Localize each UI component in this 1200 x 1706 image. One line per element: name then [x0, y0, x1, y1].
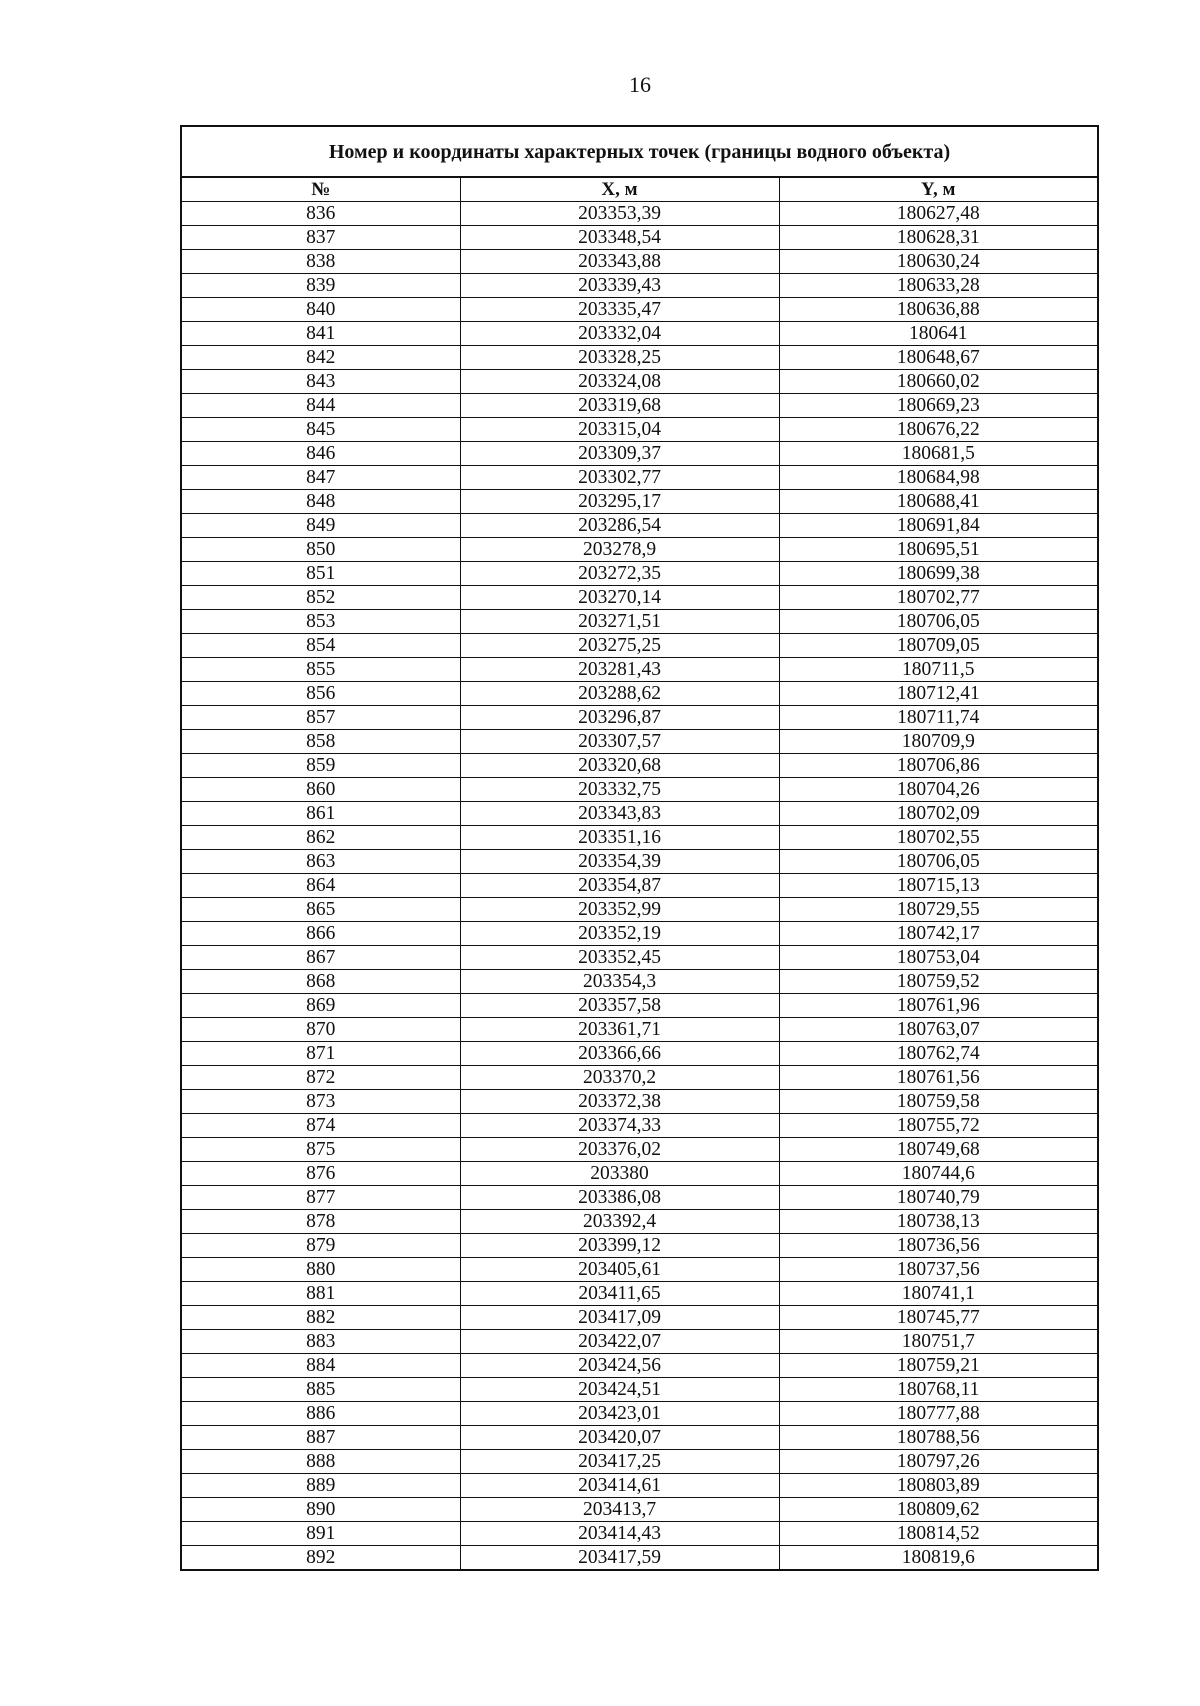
cell-y: 180737,56: [779, 1258, 1097, 1282]
cell-y: 180702,09: [779, 802, 1097, 826]
table-row: [182, 946, 1097, 970]
cell-y: 180706,05: [779, 610, 1097, 634]
cell-number: 862: [182, 826, 460, 850]
table-row: [182, 1474, 1097, 1498]
cell-y: 180740,79: [779, 1186, 1097, 1210]
cell-number: 836: [182, 202, 460, 226]
cell-x: 203380: [460, 1162, 779, 1186]
table-row: [182, 226, 1097, 250]
cell-number: 857: [182, 706, 460, 730]
table-row: [182, 754, 1097, 778]
cell-x: 203343,88: [460, 250, 779, 274]
table-row: [182, 970, 1097, 994]
cell-y: 180761,96: [779, 994, 1097, 1018]
cell-y: 180753,04: [779, 946, 1097, 970]
table-row: [182, 1426, 1097, 1450]
table-row: [182, 682, 1097, 706]
cell-number: 853: [182, 610, 460, 634]
table-row: [182, 1162, 1097, 1186]
coordinates-table: [182, 178, 1097, 1569]
cell-number: 871: [182, 1042, 460, 1066]
cell-number: 859: [182, 754, 460, 778]
table-row: [182, 1186, 1097, 1210]
cell-x: 203422,07: [460, 1330, 779, 1354]
cell-number: 849: [182, 514, 460, 538]
cell-x: 203413,7: [460, 1498, 779, 1522]
table-row: [182, 562, 1097, 586]
cell-number: 843: [182, 370, 460, 394]
table-row: [182, 826, 1097, 850]
cell-y: 180729,55: [779, 898, 1097, 922]
cell-x: 203351,16: [460, 826, 779, 850]
cell-y: 180759,58: [779, 1090, 1097, 1114]
cell-x: 203417,09: [460, 1306, 779, 1330]
cell-x: 203414,43: [460, 1522, 779, 1546]
table-row: [182, 706, 1097, 730]
table-row: [182, 1018, 1097, 1042]
cell-x: 203376,02: [460, 1138, 779, 1162]
cell-number: 848: [182, 490, 460, 514]
cell-x: 203353,39: [460, 202, 779, 226]
cell-number: 876: [182, 1162, 460, 1186]
cell-x: 203357,58: [460, 994, 779, 1018]
table-row: [182, 250, 1097, 274]
table-row: [182, 1498, 1097, 1522]
table-row: [182, 658, 1097, 682]
cell-y: 180628,31: [779, 226, 1097, 250]
table-row: [182, 778, 1097, 802]
cell-y: 180648,67: [779, 346, 1097, 370]
table-row: [182, 1066, 1097, 1090]
cell-y: 180809,62: [779, 1498, 1097, 1522]
cell-y: 180704,26: [779, 778, 1097, 802]
table-row: [182, 1306, 1097, 1330]
cell-y: 180759,21: [779, 1354, 1097, 1378]
cell-y: 180788,56: [779, 1426, 1097, 1450]
cell-y: 180709,05: [779, 634, 1097, 658]
table-row: [182, 730, 1097, 754]
cell-x: 203275,25: [460, 634, 779, 658]
cell-y: 180712,41: [779, 682, 1097, 706]
table-header-row: [182, 178, 1097, 202]
cell-number: 890: [182, 1498, 460, 1522]
table-row: [182, 586, 1097, 610]
cell-number: 858: [182, 730, 460, 754]
cell-number: 838: [182, 250, 460, 274]
cell-number: 842: [182, 346, 460, 370]
cell-x: 203354,39: [460, 850, 779, 874]
cell-number: 873: [182, 1090, 460, 1114]
cell-number: 866: [182, 922, 460, 946]
table-row: [182, 370, 1097, 394]
cell-x: 203423,01: [460, 1402, 779, 1426]
cell-x: 203332,75: [460, 778, 779, 802]
cell-y: 180819,6: [779, 1546, 1097, 1570]
cell-x: 203372,38: [460, 1090, 779, 1114]
cell-y: 180691,84: [779, 514, 1097, 538]
cell-y: 180738,13: [779, 1210, 1097, 1234]
cell-y: 180706,05: [779, 850, 1097, 874]
table-row: [182, 994, 1097, 1018]
table-row: [182, 1258, 1097, 1282]
table-row: [182, 1450, 1097, 1474]
cell-number: 887: [182, 1426, 460, 1450]
cell-number: 841: [182, 322, 460, 346]
table-title: Номер и координаты характерных точек (границы водного объекта): [182, 127, 1097, 178]
cell-number: 889: [182, 1474, 460, 1498]
cell-number: 881: [182, 1282, 460, 1306]
cell-number: 860: [182, 778, 460, 802]
cell-number: 886: [182, 1402, 460, 1426]
cell-x: 203399,12: [460, 1234, 779, 1258]
cell-x: 203414,61: [460, 1474, 779, 1498]
cell-x: 203405,61: [460, 1258, 779, 1282]
cell-number: 864: [182, 874, 460, 898]
cell-number: 861: [182, 802, 460, 826]
cell-y: 180699,38: [779, 562, 1097, 586]
cell-x: 203370,2: [460, 1066, 779, 1090]
cell-number: 879: [182, 1234, 460, 1258]
table-row: [182, 922, 1097, 946]
cell-number: 846: [182, 442, 460, 466]
cell-y: 180797,26: [779, 1450, 1097, 1474]
cell-number: 840: [182, 298, 460, 322]
cell-x: 203417,25: [460, 1450, 779, 1474]
table-row: [182, 274, 1097, 298]
cell-y: 180676,22: [779, 418, 1097, 442]
cell-x: 203278,9: [460, 538, 779, 562]
table-row: [182, 418, 1097, 442]
cell-y: 180761,56: [779, 1066, 1097, 1090]
cell-x: 203320,68: [460, 754, 779, 778]
cell-number: 888: [182, 1450, 460, 1474]
cell-number: 892: [182, 1546, 460, 1570]
cell-x: 203288,62: [460, 682, 779, 706]
table-row: [182, 874, 1097, 898]
cell-y: 180627,48: [779, 202, 1097, 226]
cell-x: 203343,83: [460, 802, 779, 826]
cell-y: 180755,72: [779, 1114, 1097, 1138]
cell-number: 880: [182, 1258, 460, 1282]
cell-x: 203424,51: [460, 1378, 779, 1402]
table-row: [182, 394, 1097, 418]
cell-x: 203286,54: [460, 514, 779, 538]
cell-number: 882: [182, 1306, 460, 1330]
cell-number: 847: [182, 466, 460, 490]
cell-y: 180762,74: [779, 1042, 1097, 1066]
cell-x: 203366,66: [460, 1042, 779, 1066]
cell-x: 203352,99: [460, 898, 779, 922]
table-row: [182, 850, 1097, 874]
cell-x: 203307,57: [460, 730, 779, 754]
cell-y: 180711,74: [779, 706, 1097, 730]
cell-y: 180763,07: [779, 1018, 1097, 1042]
table-row: [182, 538, 1097, 562]
cell-x: 203424,56: [460, 1354, 779, 1378]
cell-x: 203324,08: [460, 370, 779, 394]
header-y: Y, м: [779, 178, 1097, 202]
cell-number: 874: [182, 1114, 460, 1138]
cell-x: 203272,35: [460, 562, 779, 586]
table-row: [182, 1378, 1097, 1402]
cell-y: 180706,86: [779, 754, 1097, 778]
cell-x: 203281,43: [460, 658, 779, 682]
table-row: [182, 1114, 1097, 1138]
cell-number: 844: [182, 394, 460, 418]
cell-y: 180742,17: [779, 922, 1097, 946]
header-number: №: [182, 178, 460, 202]
cell-number: 883: [182, 1330, 460, 1354]
header-x: X, м: [460, 178, 779, 202]
cell-number: 867: [182, 946, 460, 970]
cell-x: 203295,17: [460, 490, 779, 514]
cell-y: 180633,28: [779, 274, 1097, 298]
cell-number: 863: [182, 850, 460, 874]
cell-number: 875: [182, 1138, 460, 1162]
table-row: [182, 1090, 1097, 1114]
cell-x: 203411,65: [460, 1282, 779, 1306]
cell-y: 180702,55: [779, 826, 1097, 850]
cell-number: 855: [182, 658, 460, 682]
cell-number: 869: [182, 994, 460, 1018]
cell-y: 180711,5: [779, 658, 1097, 682]
cell-y: 180744,6: [779, 1162, 1097, 1186]
table-row: [182, 298, 1097, 322]
cell-x: 203271,51: [460, 610, 779, 634]
table-row: [182, 1402, 1097, 1426]
cell-y: 180709,9: [779, 730, 1097, 754]
cell-y: 180630,24: [779, 250, 1097, 274]
cell-number: 854: [182, 634, 460, 658]
cell-y: 180768,11: [779, 1378, 1097, 1402]
cell-x: 203354,87: [460, 874, 779, 898]
cell-y: 180669,23: [779, 394, 1097, 418]
cell-y: 180745,77: [779, 1306, 1097, 1330]
cell-x: 203361,71: [460, 1018, 779, 1042]
table-row: [182, 1546, 1097, 1570]
cell-x: 203328,25: [460, 346, 779, 370]
cell-number: 851: [182, 562, 460, 586]
cell-y: 180636,88: [779, 298, 1097, 322]
table-row: [182, 1282, 1097, 1306]
cell-y: 180736,56: [779, 1234, 1097, 1258]
cell-number: 837: [182, 226, 460, 250]
cell-number: 852: [182, 586, 460, 610]
table-row: [182, 490, 1097, 514]
cell-y: 180695,51: [779, 538, 1097, 562]
cell-x: 203302,77: [460, 466, 779, 490]
cell-number: 868: [182, 970, 460, 994]
cell-number: 878: [182, 1210, 460, 1234]
table-row: [182, 466, 1097, 490]
cell-number: 845: [182, 418, 460, 442]
cell-y: 180688,41: [779, 490, 1097, 514]
cell-x: 203352,19: [460, 922, 779, 946]
cell-x: 203417,59: [460, 1546, 779, 1570]
cell-y: 180751,7: [779, 1330, 1097, 1354]
cell-y: 180803,89: [779, 1474, 1097, 1498]
cell-x: 203420,07: [460, 1426, 779, 1450]
cell-y: 180660,02: [779, 370, 1097, 394]
table-row: [182, 346, 1097, 370]
cell-x: 203315,04: [460, 418, 779, 442]
table-row: [182, 610, 1097, 634]
cell-number: 891: [182, 1522, 460, 1546]
cell-x: 203392,4: [460, 1210, 779, 1234]
table-row: [182, 1234, 1097, 1258]
coordinates-table-frame: [180, 125, 1099, 1571]
table-row: [182, 1138, 1097, 1162]
cell-y: 180777,88: [779, 1402, 1097, 1426]
cell-number: 839: [182, 274, 460, 298]
cell-number: 885: [182, 1378, 460, 1402]
table-row: [182, 1522, 1097, 1546]
cell-y: 180681,5: [779, 442, 1097, 466]
cell-number: 872: [182, 1066, 460, 1090]
cell-number: 856: [182, 682, 460, 706]
cell-number: 877: [182, 1186, 460, 1210]
cell-x: 203296,87: [460, 706, 779, 730]
cell-number: 870: [182, 1018, 460, 1042]
cell-x: 203374,33: [460, 1114, 779, 1138]
cell-x: 203319,68: [460, 394, 779, 418]
cell-x: 203335,47: [460, 298, 779, 322]
table-row: [182, 1042, 1097, 1066]
table-row: [182, 802, 1097, 826]
cell-x: 203352,45: [460, 946, 779, 970]
cell-x: 203348,54: [460, 226, 779, 250]
cell-number: 850: [182, 538, 460, 562]
cell-x: 203309,37: [460, 442, 779, 466]
table-row: [182, 202, 1097, 226]
cell-y: 180715,13: [779, 874, 1097, 898]
cell-number: 865: [182, 898, 460, 922]
table-row: [182, 1330, 1097, 1354]
cell-y: 180641: [779, 322, 1097, 346]
page-number: 16: [629, 72, 651, 97]
table-row: [182, 1210, 1097, 1234]
table-body: [182, 202, 1097, 1570]
cell-y: 180759,52: [779, 970, 1097, 994]
cell-y: 180684,98: [779, 466, 1097, 490]
table-row: [182, 898, 1097, 922]
cell-x: 203339,43: [460, 274, 779, 298]
cell-y: 180702,77: [779, 586, 1097, 610]
cell-y: 180749,68: [779, 1138, 1097, 1162]
table-row: [182, 442, 1097, 466]
table-row: [182, 514, 1097, 538]
cell-x: 203354,3: [460, 970, 779, 994]
table-row: [182, 634, 1097, 658]
table-row: [182, 322, 1097, 346]
cell-number: 884: [182, 1354, 460, 1378]
table-row: [182, 1354, 1097, 1378]
cell-x: 203386,08: [460, 1186, 779, 1210]
cell-x: 203270,14: [460, 586, 779, 610]
cell-y: 180741,1: [779, 1282, 1097, 1306]
cell-x: 203332,04: [460, 322, 779, 346]
cell-y: 180814,52: [779, 1522, 1097, 1546]
